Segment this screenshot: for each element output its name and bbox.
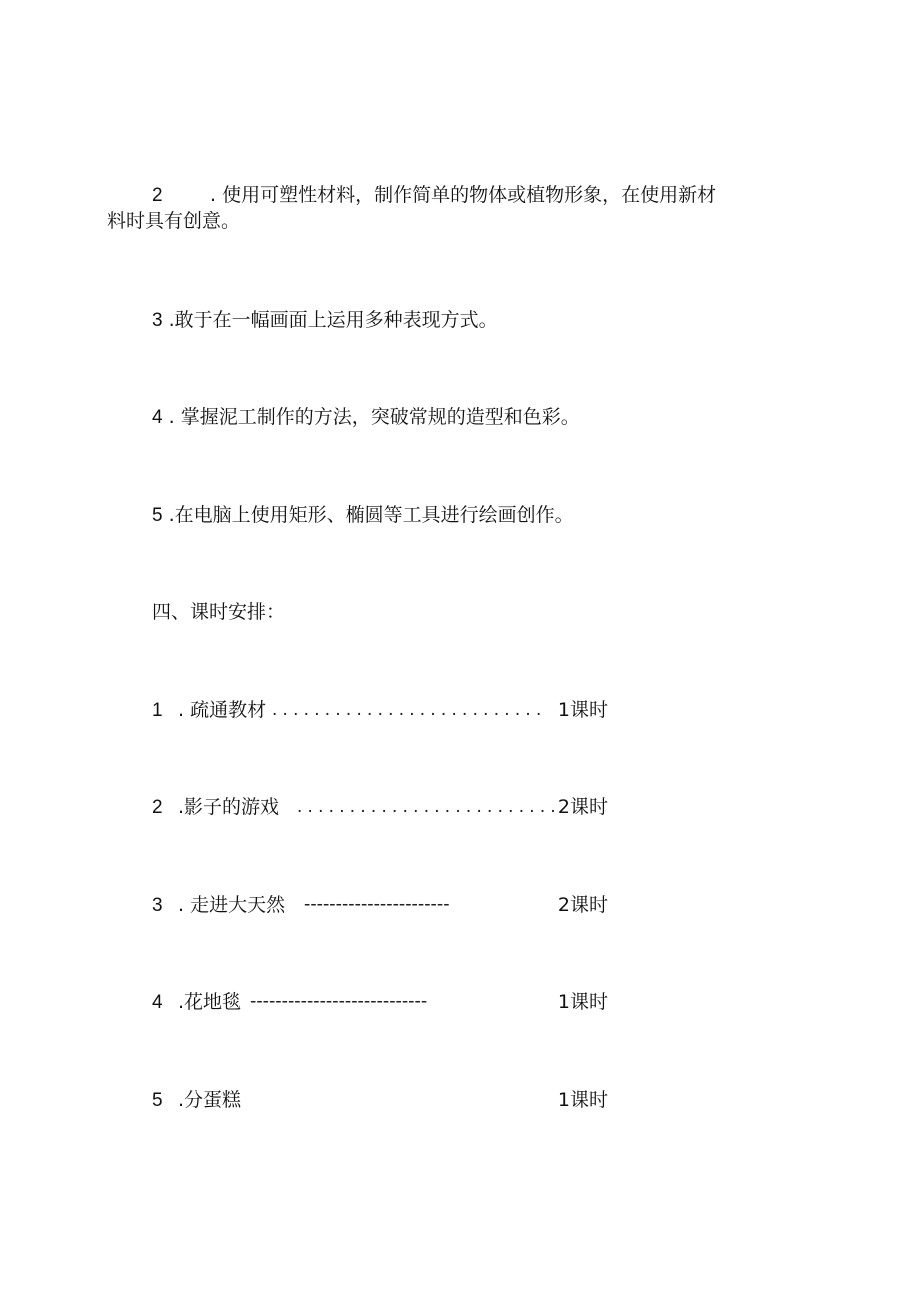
dot-leader: . . . . . . . . . . . . . . . . . . . . . . . . . <box>297 796 556 817</box>
schedule-item-hours: 1课时 <box>557 991 608 1013</box>
objective-item-2-line-2: 料时具有创意。 <box>107 210 241 232</box>
objective-item-2-text: . 使用可塑性材料，制作简单的物体或植物形象，在使用新材 <box>210 184 717 206</box>
schedule-item-number: 5 <box>152 1090 163 1111</box>
schedule-item-number: 4 <box>152 992 163 1013</box>
objective-item-3-number: 3 <box>152 310 163 331</box>
schedule-item <box>152 989 608 1015</box>
schedule-item-number: 2 <box>152 797 163 818</box>
schedule-item <box>152 1087 608 1113</box>
section-heading: 四、课时安排： <box>152 601 286 623</box>
objective-item-2-number: 2 <box>152 185 163 206</box>
schedule-item-title: .影子的游戏 <box>178 796 280 818</box>
schedule-item <box>152 794 608 820</box>
schedule-item-number: 1 <box>152 700 163 721</box>
objective-item-5 <box>152 502 574 529</box>
dot-leader: . . . . . . . . . . . . . . . . . . . . . . . . . . <box>272 699 542 720</box>
schedule-item-hours: 2课时 <box>557 796 608 818</box>
objective-item-4-text: . 掌握泥工制作的方法，突破常规的造型和色彩。 <box>168 406 580 428</box>
schedule-item-title: .花地毯 <box>178 991 242 1013</box>
objective-item-4-number: 4 <box>152 407 163 428</box>
schedule-item-hours: 1课时 <box>557 699 608 721</box>
objective-item-2-line-1 <box>152 182 716 209</box>
schedule-item-title: .分蛋糕 <box>178 1089 242 1111</box>
objective-item-5-number: 5 <box>152 505 163 526</box>
objective-item-3 <box>152 307 498 334</box>
schedule-item-number: 3 <box>152 895 163 916</box>
schedule-item <box>152 697 608 723</box>
dash-leader: ---------------------------- <box>250 991 428 1012</box>
schedule-item-title: . 走进大天然 <box>178 894 286 916</box>
objective-item-5-text: .在电脑上使用矩形、椭圆等工具进行绘画创作。 <box>168 504 574 526</box>
schedule-item-hours: 2课时 <box>557 894 608 916</box>
objective-item-4 <box>152 404 580 431</box>
schedule-item <box>152 892 608 918</box>
dash-leader: ----------------------- <box>304 894 450 915</box>
schedule-item-hours: 1课时 <box>557 1089 608 1111</box>
objective-item-3-text: .敢于在一幅画面上运用多种表现方式。 <box>168 309 498 331</box>
schedule-item-title: . 疏通教材 <box>178 699 267 721</box>
